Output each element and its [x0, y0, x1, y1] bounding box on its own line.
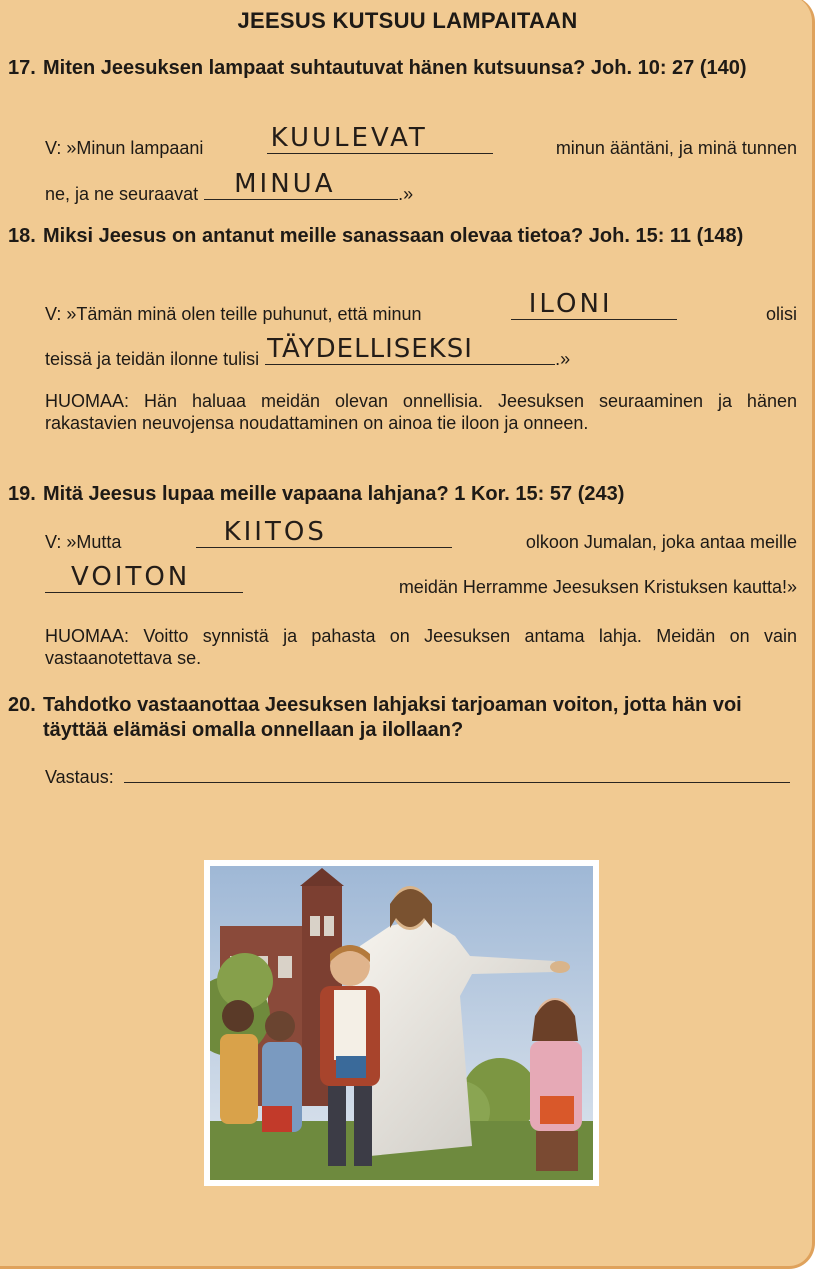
handwritten-answer: VOITON [71, 562, 191, 592]
handwritten-answer: TÄYDELLISEKSI [267, 334, 473, 364]
answer-prefix: V: »Mutta [45, 532, 122, 552]
question-17 [8, 56, 798, 81]
q19-answer-line-1 [45, 517, 797, 554]
answer-suffix: .» [398, 184, 414, 204]
question-text: Tahdotko vastaanottaa Jeesuksen lahjaksi tarjoaman voiton, jotta hän voi täyttää elämäsi omalla onnellaan ja ilollaan? [43, 694, 742, 741]
handwritten-answer: KUULEVAT [270, 123, 428, 153]
question-18 [8, 224, 798, 249]
handwritten-answer: MINUA [234, 169, 336, 199]
question-20 [8, 693, 798, 743]
q20-answer-blank[interactable] [124, 760, 790, 783]
illustration-jesus-with-children [204, 860, 599, 1186]
answer-suffix: minun ääntäni, ja minä tunnen [555, 138, 797, 158]
answer-prefix: V: »Tämän minä olen teille puhunut, että minun [45, 304, 422, 324]
q18-blank-2[interactable] [265, 334, 555, 365]
q17-blank-1[interactable] [267, 123, 493, 154]
girl-right [530, 998, 582, 1171]
q17-answer-line-2 [45, 169, 797, 206]
answer-prefix: ne, ja ne seuraavat [45, 184, 199, 204]
q18-answer-line-1 [45, 289, 797, 326]
answer-suffix: olisi [765, 304, 797, 324]
q18-note: HUOMAA: Hän haluaa meidän olevan onnellisia. Jeesuksen seuraaminen ja hänen rakastavien neuvojensa noudattaminen on ainoa tie iloon ja onneen. [45, 391, 797, 433]
answer-suffix: meidän Herramme Jeesuksen Kristuksen kautta!» [398, 577, 797, 597]
answer-prefix: teissä ja teidän ilonne tulisi [45, 349, 260, 369]
answer-prefix: V: »Minun lampaani [45, 138, 204, 158]
question-number: 17. [8, 57, 36, 79]
question-number: 19. [8, 483, 36, 505]
page-title: JEESUS KUTSUU LAMPAITAAN [237, 8, 578, 33]
q19-note: HUOMAA: Voitto synnistä ja pahasta on Jeesuksen antama lahja. Meidän on vain vastaanotettava se. [45, 626, 797, 668]
q20-answer-line [45, 760, 797, 789]
handwritten-answer: ILONI [528, 289, 613, 319]
answer-suffix: .» [555, 349, 571, 369]
answer-suffix: olkoon Jumalan, joka antaa meille [525, 532, 797, 552]
question-text: Mitä Jeesus lupaa meille vapaana lahjana? 1 Kor. 15: 57 (243) [43, 483, 625, 505]
question-text: Miten Jeesuksen lampaat suhtautuvat hänen kutsuunsa? Joh. 10: 27 (140) [43, 57, 747, 79]
question-text: Miksi Jeesus on antanut meille sanassaan olevaa tietoa? Joh. 15: 11 (148) [43, 225, 744, 247]
q18-blank-1[interactable] [511, 289, 677, 320]
illustration-art [210, 866, 593, 1180]
q17-blank-2[interactable] [204, 169, 398, 200]
question-number: 18. [8, 225, 36, 247]
q19-answer-line-2 [45, 562, 797, 599]
q19-blank-2[interactable] [45, 562, 243, 593]
question-19 [8, 482, 798, 507]
answer-label: Vastaus: [45, 767, 114, 787]
question-number: 20. [8, 694, 36, 716]
q17-answer-line-1 [45, 123, 797, 160]
q19-blank-1[interactable] [196, 517, 452, 548]
handwritten-answer: KIITOS [223, 517, 327, 547]
q18-answer-line-2 [45, 334, 797, 371]
